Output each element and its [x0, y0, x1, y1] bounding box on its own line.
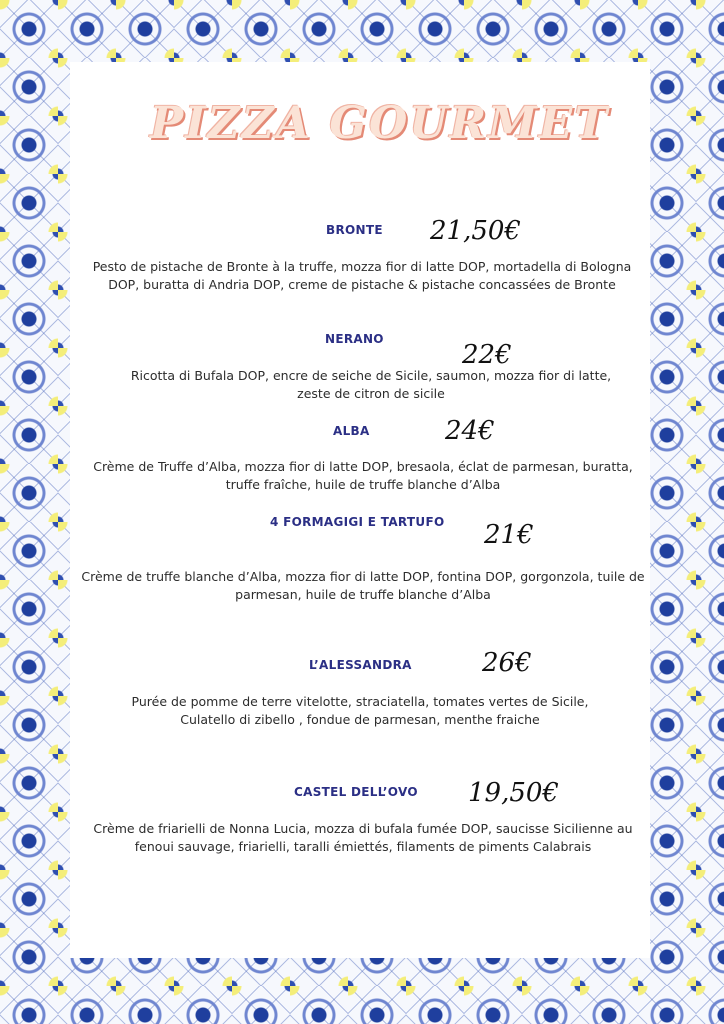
item-desc-bronte: Pesto de pistache de Bronte à la truffe, mozza fior di latte DOP, mortadella di Bologna DOP, buratta di Andria DOP, creme de pistache & pistache concassées de Bronte	[92, 259, 632, 292]
item-desc-alba: Crème de Truffe d’Alba, mozza fior di latte DOP, bresaola, éclat de parmesan, buratta, truffe fraîche, huile de truffe blanche d’Alba	[93, 459, 633, 492]
item-name-nerano: NERANO	[325, 332, 384, 346]
item-name-alessandra: L’ALESSANDRA	[309, 658, 412, 672]
item-desc-4-formagigi: Crème de truffe blanche d’Alba, mozza fior di latte DOP, fontina DOP, gorgonzola, tuile de parmesan, huile de truffe blanche d’Alba	[81, 569, 645, 602]
item-price-alessandra: 26€	[482, 648, 532, 678]
item-price-4-formagigi: 21€	[484, 520, 534, 550]
item-desc-nerano: Ricotta di Bufala DOP, encre de seiche de Sicile, saumon, mozza fior di latte, zeste de citron de sicile	[130, 368, 612, 401]
item-price-alba: 24€	[445, 416, 495, 446]
item-desc-castel-dellovo: Crème de friarielli de Nonna Lucia, mozza di bufala fumée DOP, saucisse Sicilienne au fenoui sauvage, friarielli, taralli émiettés, filaments de piments Calabrais	[93, 821, 633, 854]
menu-title: PIZZA GOURMET	[150, 98, 610, 149]
item-name-4-formagigi: 4 FORMAGIGI E TARTUFO	[270, 515, 445, 529]
item-name-bronte: BRONTE	[326, 223, 383, 237]
item-price-nerano: 22€	[462, 340, 512, 370]
item-price-castel-dellovo: 19,50€	[468, 778, 559, 808]
item-price-bronte: 21,50€	[430, 216, 521, 246]
item-name-alba: ALBA	[333, 424, 370, 438]
item-name-castel-dellovo: CASTEL DELL’OVO	[294, 785, 418, 799]
item-desc-alessandra: Purée de pomme de terre vitelotte, straciatella, tomates vertes de Sicile, Culatello di zibello , fondue de parmesan, menthe fraiche	[131, 694, 589, 727]
